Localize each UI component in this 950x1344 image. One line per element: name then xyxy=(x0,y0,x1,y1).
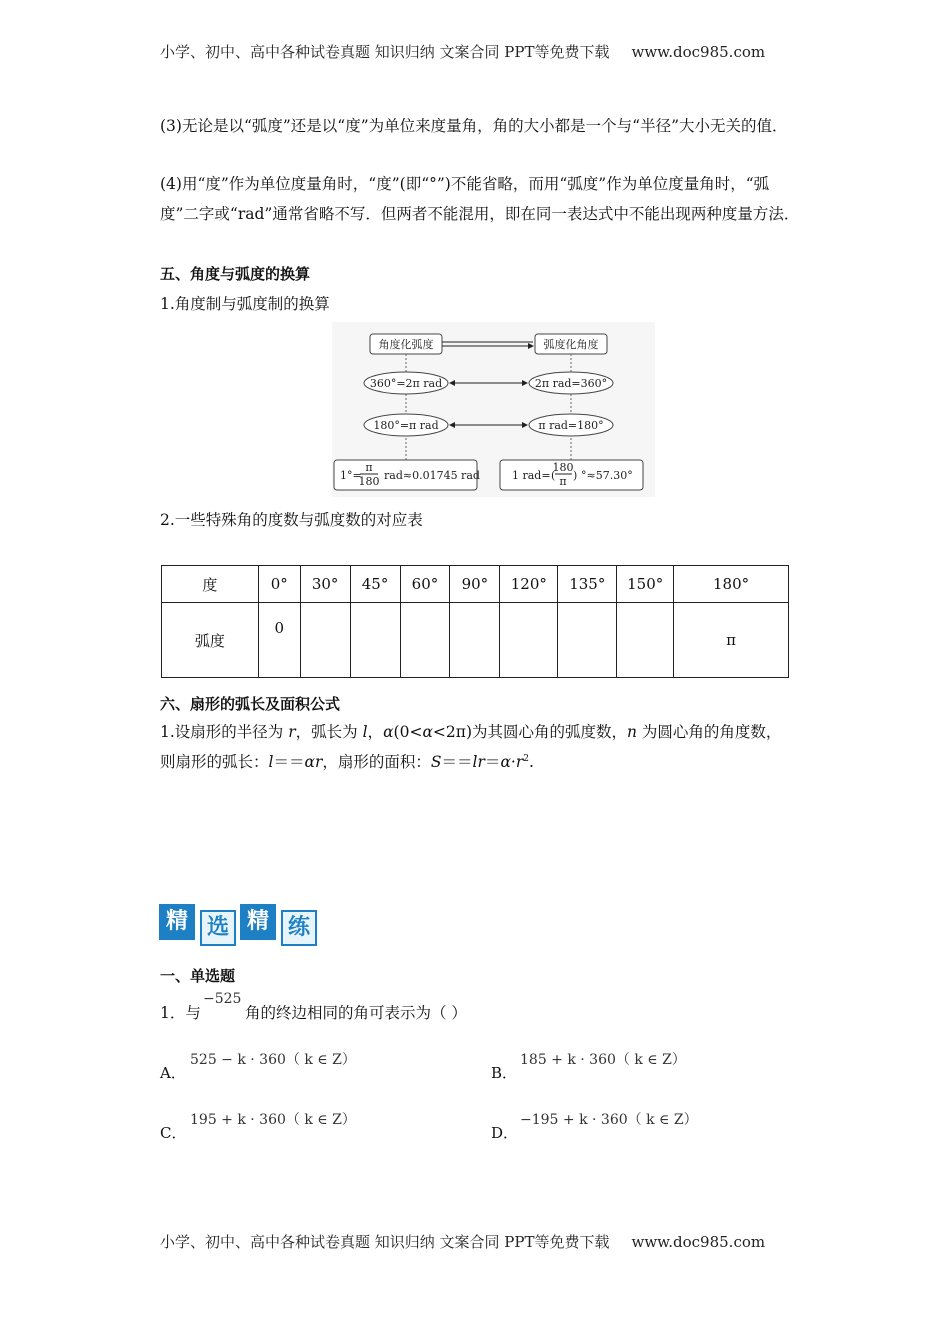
question-1-text: 角的终边相同的角可表示为（ ） xyxy=(245,1004,467,1022)
section6-line2: 则扇形的弧长：l＝＝αr，扇形的面积：$S==lr=\alpha\cdot r^2$. xyxy=(160,753,534,771)
table-cell: 90° xyxy=(450,566,500,603)
header-site[interactable]: www.doc985.com xyxy=(631,43,766,61)
table-cell: 135° xyxy=(558,566,617,603)
table-cell: 度 xyxy=(162,566,259,603)
banner-char-2: 选 xyxy=(200,910,236,946)
diagram-r3-den: π xyxy=(559,475,567,488)
option-c-label[interactable]: C． xyxy=(160,1124,187,1142)
diagram-l3-pre: 1°= xyxy=(340,469,362,482)
left-title: 角度化弧度 xyxy=(378,338,434,351)
table-cell: 0 xyxy=(258,603,300,678)
table-cell: 60° xyxy=(400,566,450,603)
diagram-l3-num: π xyxy=(365,461,373,474)
option-c-expr[interactable]: 195 + k · 360（ k ∈ Z） xyxy=(190,1112,356,1128)
page-header xyxy=(160,41,765,62)
table-row-radian xyxy=(162,603,789,678)
table-cell: 45° xyxy=(350,566,400,603)
paren-close: ) xyxy=(573,469,578,482)
section6-line1: 1.设扇形的半径为 r，弧长为 l，α(0<α<2π)为其圆心角的弧度数，n 为圆心角的角度数， xyxy=(160,723,782,741)
table-cell: 150° xyxy=(617,566,674,603)
diagram-l1: 360°=2π rad xyxy=(369,377,443,390)
table-row-degree xyxy=(162,566,789,603)
table-cell xyxy=(450,603,500,678)
diagram-r2: π rad=180° xyxy=(538,419,604,432)
question-1-value: −525 xyxy=(203,991,242,1007)
table-cell: 180° xyxy=(674,566,789,603)
footer-site[interactable]: www.doc985.com xyxy=(631,1233,766,1251)
section5-item2: 2.一些特殊角的度数与弧度数的对应表 xyxy=(160,511,423,529)
diagram-r3-num: 180 xyxy=(552,461,574,474)
question-1: 1．与 xyxy=(160,1004,201,1022)
section5-title: 五、角度与弧度的换算 xyxy=(160,265,311,283)
table-cell xyxy=(350,603,400,678)
diagram-r1: 2π rad=360° xyxy=(534,377,608,390)
option-b-label[interactable]: B． xyxy=(491,1064,518,1082)
option-a-expr[interactable]: 525 − k · 360（ k ∈ Z） xyxy=(190,1052,356,1068)
diagram-l2: 180°=π rad xyxy=(373,419,439,432)
conversion-diagram xyxy=(332,322,655,497)
option-b-expr[interactable]: 185 + k · 360（ k ∈ Z） xyxy=(520,1052,686,1068)
banner-char-4: 练 xyxy=(281,910,317,946)
diagram-r3-post: °≈57.30° xyxy=(581,469,633,482)
diagram-l3-den: 180 xyxy=(358,475,380,488)
option-a-label[interactable]: A． xyxy=(160,1064,186,1082)
option-d-label[interactable]: D． xyxy=(491,1124,519,1142)
table-cell xyxy=(558,603,617,678)
paragraph-3: (3)无论是以“弧度”还是以“度”为单位来度量角，角的大小都是一个与“半径”大小无关的值． xyxy=(160,117,788,135)
table-cell: 弧度 xyxy=(162,603,259,678)
table-cell: 0° xyxy=(258,566,300,603)
paragraph-4: (4)用“度”作为单位度量角时，“度”(即“°”)不能省略，而用“弧度”作为单位度量角时，“弧度”二字或“rad”通常省略不写．但两者不能混用，即在同一表达式中不能出现两种度量方法． xyxy=(160,175,800,223)
practice-banner xyxy=(159,902,321,948)
option-d-expr[interactable]: −195 + k · 360（ k ∈ Z） xyxy=(520,1112,698,1128)
table-cell: 120° xyxy=(500,566,558,603)
diagram-l3-post: rad≈0.01745 rad xyxy=(384,469,480,482)
page-footer xyxy=(160,1231,765,1252)
table-cell xyxy=(400,603,450,678)
diagram-r3-pre: 1 rad= xyxy=(512,469,551,482)
exercise-heading: 一、单选题 xyxy=(160,967,236,985)
section5-item1: 1.角度制与弧度制的换算 xyxy=(160,295,330,313)
footer-text: 小学、初中、高中各种试卷真题 知识归纳 文案合同 PPT等免费下载 xyxy=(160,1233,610,1251)
table-cell: 30° xyxy=(300,566,350,603)
banner-char-1: 精 xyxy=(159,904,195,940)
table-cell xyxy=(617,603,674,678)
section6-title: 六、扇形的弧长及面积公式 xyxy=(160,695,341,713)
table-cell: π xyxy=(674,603,789,678)
paren-open: ( xyxy=(551,469,556,482)
angle-table xyxy=(161,565,789,678)
header-text: 小学、初中、高中各种试卷真题 知识归纳 文案合同 PPT等免费下载 xyxy=(160,43,610,61)
banner-char-3: 精 xyxy=(240,904,276,940)
table-cell xyxy=(300,603,350,678)
right-title: 弧度化角度 xyxy=(543,338,599,351)
table-cell xyxy=(500,603,558,678)
